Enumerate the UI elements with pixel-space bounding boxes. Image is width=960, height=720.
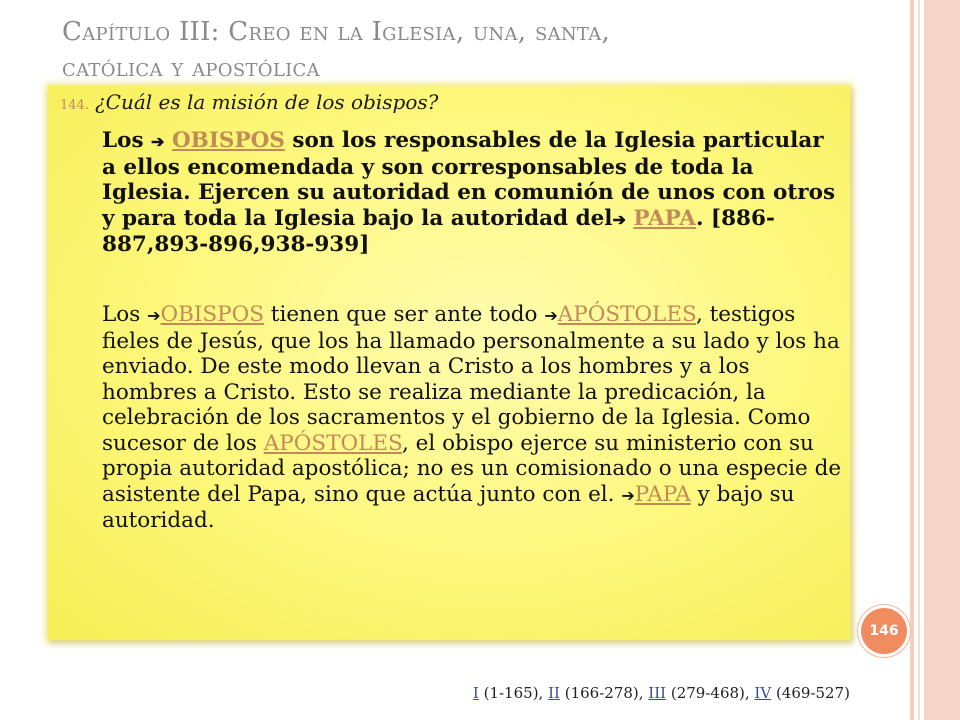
text-span: tienen que ser ante todo [263, 302, 545, 327]
page-number-badge: 146 [861, 608, 907, 654]
side-bar-wide [924, 0, 960, 720]
text-span: Los [102, 128, 152, 153]
question-number: 144. [60, 98, 89, 113]
text-span: , testigos fieles de Jesús, que los ha llamado personalmente a su lado y los ha enviado. De este modo llevan a Cristo a los hombres y a los hombres a Cristo. Esto se realiza mediante la predicación, la celebración de los sacramentos y el gobierno de la Iglesia. Como sucesor de los [102, 302, 840, 456]
range-text: (166-278), [559, 684, 649, 702]
slide-title [62, 14, 862, 86]
text-span: y bajo su autoridad. [102, 481, 795, 533]
arrow-right-icon: ➔ [147, 306, 161, 325]
link-part-1[interactable]: I [472, 684, 479, 702]
link-part-4[interactable]: IV [754, 684, 772, 702]
link-apostoles[interactable]: APÓSTOLES [557, 302, 696, 327]
link-apostoles[interactable]: APÓSTOLES [263, 430, 402, 456]
answer-paragraph-1 [102, 128, 842, 258]
arrow-right-icon: ➔ [621, 485, 635, 505]
text-span: Los [102, 302, 148, 327]
text-span: son los responsables de la Iglesia particular a ellos encomendada y son corresponsables de toda la Iglesia. Ejercen su autoridad en comunión de unos con otros y para toda la Iglesia bajo la autoridad del [102, 128, 836, 231]
range-text: (279-468), [666, 684, 755, 702]
arrow-right-icon: ➔ [544, 306, 558, 325]
range-text: (1-165), [478, 684, 549, 702]
link-part-3[interactable]: III [648, 684, 667, 702]
text-span: , el obispo ejerce su ministerio con su propia autoridad apostólica; no es un comisionado o una especie de asistente del Papa, sino que actúa junto con el. [102, 430, 842, 507]
question-heading [60, 90, 438, 114]
arrow-right-icon: ➔ [151, 132, 165, 151]
side-bar-thin [910, 0, 914, 720]
link-papa[interactable]: PAPA [633, 205, 696, 231]
link-obispos[interactable]: OBISPOS [160, 302, 264, 327]
range-text: (469-527) [771, 684, 850, 702]
footer-section-links [400, 684, 850, 702]
side-bar-thin-2 [918, 0, 920, 720]
decorative-side-bars [910, 0, 960, 720]
text-span: . [886-887,893-896,938-939] [102, 205, 775, 257]
link-papa[interactable]: PAPA [634, 481, 691, 507]
slide-title-line-1: Capítulo III: Creo en la Iglesia, una, santa, [62, 17, 611, 47]
question-text: ¿Cuál es la misión de los obispos? [94, 90, 439, 114]
link-obispos[interactable]: OBISPOS [171, 128, 285, 153]
content-box [48, 86, 850, 640]
answer-paragraph-2 [102, 302, 842, 534]
arrow-right-icon: ➔ [612, 209, 626, 229]
link-part-2[interactable]: II [548, 684, 560, 702]
slide-title-line-2: católica y apostólica [62, 53, 320, 83]
left-margin [0, 0, 6, 720]
